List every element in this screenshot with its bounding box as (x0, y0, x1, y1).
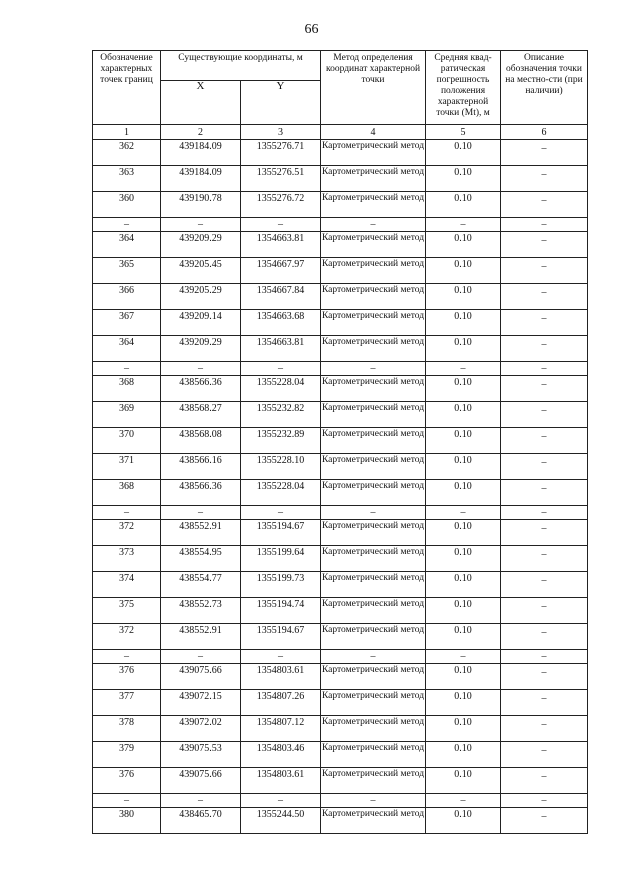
method-cell: Картометрический метод (321, 664, 426, 690)
x-coordinate-cell: 439190.78 (161, 192, 241, 218)
table-row (93, 598, 588, 624)
mt-cell: 0.10 (426, 192, 501, 218)
mt-cell: – (426, 362, 501, 376)
mt-cell: 0.10 (426, 742, 501, 768)
description-cell: – (501, 166, 588, 192)
mt-cell: 0.10 (426, 664, 501, 690)
y-coordinate-cell: 1355228.04 (241, 480, 321, 506)
point-id-cell: 376 (93, 768, 161, 794)
header-description: Описание обозначения точки на местно-сти (при наличии) (501, 51, 588, 125)
mt-cell: 0.10 (426, 402, 501, 428)
y-coordinate-cell: 1354807.12 (241, 716, 321, 742)
table-row (93, 742, 588, 768)
x-coordinate-cell: – (161, 506, 241, 520)
mt-cell: 0.10 (426, 572, 501, 598)
coordinates-table (92, 50, 588, 834)
description-cell: – (501, 192, 588, 218)
description-cell: – (501, 310, 588, 336)
header-y: Y (241, 81, 321, 125)
method-cell: Картометрический метод (321, 690, 426, 716)
method-cell: Картометрический метод (321, 808, 426, 834)
point-id-cell: 363 (93, 166, 161, 192)
x-coordinate-cell: 438568.08 (161, 428, 241, 454)
method-cell: – (321, 362, 426, 376)
y-coordinate-cell: 1354667.97 (241, 258, 321, 284)
table-row (93, 402, 588, 428)
y-coordinate-cell: 1354663.81 (241, 232, 321, 258)
y-coordinate-cell: 1355276.71 (241, 140, 321, 166)
point-id-cell: 368 (93, 480, 161, 506)
point-id-cell: 369 (93, 402, 161, 428)
x-coordinate-cell: – (161, 794, 241, 808)
x-coordinate-cell: – (161, 650, 241, 664)
y-coordinate-cell: 1354803.61 (241, 664, 321, 690)
x-coordinate-cell: 439209.29 (161, 336, 241, 362)
point-id-cell: – (93, 650, 161, 664)
method-cell: Картометрический метод (321, 258, 426, 284)
x-coordinate-cell: 439075.66 (161, 664, 241, 690)
table-row (93, 140, 588, 166)
y-coordinate-cell: – (241, 650, 321, 664)
y-coordinate-cell: – (241, 794, 321, 808)
column-number: 2 (161, 125, 241, 140)
separator-row (93, 794, 588, 808)
description-cell: – (501, 650, 588, 664)
description-cell: – (501, 598, 588, 624)
y-coordinate-cell: 1355194.74 (241, 598, 321, 624)
y-coordinate-cell: 1354803.46 (241, 742, 321, 768)
description-cell: – (501, 218, 588, 232)
y-coordinate-cell: 1355232.89 (241, 428, 321, 454)
description-cell: – (501, 664, 588, 690)
table-row (93, 336, 588, 362)
method-cell: – (321, 506, 426, 520)
mt-cell: 0.10 (426, 690, 501, 716)
table-row (93, 808, 588, 834)
point-id-cell: 366 (93, 284, 161, 310)
point-id-cell: 365 (93, 258, 161, 284)
table-row (93, 768, 588, 794)
x-coordinate-cell: 438566.36 (161, 480, 241, 506)
description-cell: – (501, 690, 588, 716)
y-coordinate-cell: 1354803.61 (241, 768, 321, 794)
column-number: 6 (501, 125, 588, 140)
point-id-cell: – (93, 218, 161, 232)
separator-row (93, 506, 588, 520)
separator-row (93, 362, 588, 376)
description-cell: – (501, 336, 588, 362)
point-id-cell: 373 (93, 546, 161, 572)
description-cell: – (501, 362, 588, 376)
x-coordinate-cell: 438465.70 (161, 808, 241, 834)
x-coordinate-cell: 438552.91 (161, 520, 241, 546)
description-cell: – (501, 624, 588, 650)
mt-cell: 0.10 (426, 624, 501, 650)
point-id-cell: 377 (93, 690, 161, 716)
mt-cell: 0.10 (426, 808, 501, 834)
mt-cell: – (426, 794, 501, 808)
x-coordinate-cell: – (161, 218, 241, 232)
mt-cell: 0.10 (426, 310, 501, 336)
description-cell: – (501, 506, 588, 520)
mt-cell: 0.10 (426, 716, 501, 742)
y-coordinate-cell: 1355199.73 (241, 572, 321, 598)
description-cell: – (501, 742, 588, 768)
y-coordinate-cell: 1355232.82 (241, 402, 321, 428)
mt-cell: 0.10 (426, 140, 501, 166)
x-coordinate-cell: 439184.09 (161, 166, 241, 192)
point-id-cell: – (93, 794, 161, 808)
description-cell: – (501, 768, 588, 794)
method-cell: Картометрический метод (321, 520, 426, 546)
table-row (93, 192, 588, 218)
column-numbers-row (93, 125, 588, 140)
mt-cell: – (426, 218, 501, 232)
y-coordinate-cell: – (241, 362, 321, 376)
point-id-cell: 375 (93, 598, 161, 624)
x-coordinate-cell: 439209.29 (161, 232, 241, 258)
method-cell: Картометрический метод (321, 624, 426, 650)
description-cell: – (501, 232, 588, 258)
method-cell: Картометрический метод (321, 166, 426, 192)
method-cell: – (321, 650, 426, 664)
method-cell: Картометрический метод (321, 716, 426, 742)
table-row (93, 376, 588, 402)
mt-cell: 0.10 (426, 336, 501, 362)
point-id-cell: 362 (93, 140, 161, 166)
separator-row (93, 650, 588, 664)
point-id-cell: 368 (93, 376, 161, 402)
x-coordinate-cell: 438566.36 (161, 376, 241, 402)
table-row (93, 428, 588, 454)
column-number: 4 (321, 125, 426, 140)
description-cell: – (501, 258, 588, 284)
point-id-cell: 372 (93, 624, 161, 650)
table-row (93, 624, 588, 650)
point-id-cell: – (93, 506, 161, 520)
x-coordinate-cell: 438554.95 (161, 546, 241, 572)
mt-cell: 0.10 (426, 546, 501, 572)
x-coordinate-cell: 439209.14 (161, 310, 241, 336)
description-cell: – (501, 402, 588, 428)
table-row (93, 690, 588, 716)
table-row (93, 232, 588, 258)
point-id-cell: 367 (93, 310, 161, 336)
y-coordinate-cell: 1355276.51 (241, 166, 321, 192)
table-row (93, 716, 588, 742)
table-row (93, 310, 588, 336)
method-cell: Картометрический метод (321, 192, 426, 218)
method-cell: Картометрический метод (321, 480, 426, 506)
header-coordinates: Существующие координаты, м (161, 51, 321, 81)
header-x: X (161, 81, 241, 125)
point-id-cell: 364 (93, 336, 161, 362)
method-cell: Картометрический метод (321, 598, 426, 624)
mt-cell: – (426, 506, 501, 520)
y-coordinate-cell: – (241, 506, 321, 520)
x-coordinate-cell: 439205.45 (161, 258, 241, 284)
method-cell: Картометрический метод (321, 572, 426, 598)
description-cell: – (501, 284, 588, 310)
point-id-cell: 360 (93, 192, 161, 218)
header-method: Метод определения координат характерной точки (321, 51, 426, 125)
x-coordinate-cell: 439184.09 (161, 140, 241, 166)
y-coordinate-cell: 1354663.68 (241, 310, 321, 336)
point-id-cell: 374 (93, 572, 161, 598)
separator-row (93, 218, 588, 232)
method-cell: Картометрический метод (321, 232, 426, 258)
x-coordinate-cell: 439075.66 (161, 768, 241, 794)
method-cell: – (321, 218, 426, 232)
y-coordinate-cell: 1354667.84 (241, 284, 321, 310)
x-coordinate-cell: 439075.53 (161, 742, 241, 768)
table-row (93, 284, 588, 310)
point-id-cell: – (93, 362, 161, 376)
column-number: 3 (241, 125, 321, 140)
method-cell: Картометрический метод (321, 140, 426, 166)
description-cell: – (501, 794, 588, 808)
mt-cell: 0.10 (426, 598, 501, 624)
mt-cell: 0.10 (426, 258, 501, 284)
y-coordinate-cell: 1354807.26 (241, 690, 321, 716)
header-designation: Обозначение характерных точек границ (93, 51, 161, 125)
description-cell: – (501, 140, 588, 166)
mt-cell: 0.10 (426, 428, 501, 454)
x-coordinate-cell: – (161, 362, 241, 376)
header-mt: Средняя квад-ратическая погрешность положения характерной точки (Mt), м (426, 51, 501, 125)
table-row (93, 480, 588, 506)
point-id-cell: 376 (93, 664, 161, 690)
description-cell: – (501, 572, 588, 598)
point-id-cell: 380 (93, 808, 161, 834)
description-cell: – (501, 376, 588, 402)
y-coordinate-cell: 1355194.67 (241, 520, 321, 546)
point-id-cell: 364 (93, 232, 161, 258)
y-coordinate-cell: 1355199.64 (241, 546, 321, 572)
x-coordinate-cell: 439072.15 (161, 690, 241, 716)
mt-cell: 0.10 (426, 232, 501, 258)
table-row (93, 546, 588, 572)
x-coordinate-cell: 438554.77 (161, 572, 241, 598)
description-cell: – (501, 716, 588, 742)
method-cell: Картометрический метод (321, 428, 426, 454)
point-id-cell: 379 (93, 742, 161, 768)
y-coordinate-cell: 1355228.10 (241, 454, 321, 480)
mt-cell: 0.10 (426, 520, 501, 546)
y-coordinate-cell: 1355276.72 (241, 192, 321, 218)
mt-cell: 0.10 (426, 284, 501, 310)
table-row (93, 664, 588, 690)
y-coordinate-cell: 1355244.50 (241, 808, 321, 834)
description-cell: – (501, 808, 588, 834)
method-cell: Картометрический метод (321, 402, 426, 428)
mt-cell: 0.10 (426, 480, 501, 506)
table-row (93, 166, 588, 192)
description-cell: – (501, 428, 588, 454)
point-id-cell: 378 (93, 716, 161, 742)
mt-cell: 0.10 (426, 454, 501, 480)
method-cell: Картометрический метод (321, 768, 426, 794)
x-coordinate-cell: 438568.27 (161, 402, 241, 428)
method-cell: – (321, 794, 426, 808)
method-cell: Картометрический метод (321, 376, 426, 402)
method-cell: Картометрический метод (321, 310, 426, 336)
method-cell: Картометрический метод (321, 546, 426, 572)
y-coordinate-cell: – (241, 218, 321, 232)
x-coordinate-cell: 439205.29 (161, 284, 241, 310)
method-cell: Картометрический метод (321, 336, 426, 362)
description-cell: – (501, 546, 588, 572)
mt-cell: 0.10 (426, 376, 501, 402)
x-coordinate-cell: 439072.02 (161, 716, 241, 742)
x-coordinate-cell: 438552.91 (161, 624, 241, 650)
description-cell: – (501, 454, 588, 480)
y-coordinate-cell: 1355228.04 (241, 376, 321, 402)
column-number: 1 (93, 125, 161, 140)
point-id-cell: 372 (93, 520, 161, 546)
description-cell: – (501, 480, 588, 506)
table-row (93, 520, 588, 546)
page-number: 66 (304, 22, 319, 37)
table-row (93, 572, 588, 598)
mt-cell: 0.10 (426, 166, 501, 192)
x-coordinate-cell: 438566.16 (161, 454, 241, 480)
method-cell: Картометрический метод (321, 742, 426, 768)
y-coordinate-cell: 1355194.67 (241, 624, 321, 650)
table-row (93, 258, 588, 284)
point-id-cell: 371 (93, 454, 161, 480)
method-cell: Картометрический метод (321, 454, 426, 480)
x-coordinate-cell: 438552.73 (161, 598, 241, 624)
mt-cell: 0.10 (426, 768, 501, 794)
mt-cell: – (426, 650, 501, 664)
column-number: 5 (426, 125, 501, 140)
method-cell: Картометрический метод (321, 284, 426, 310)
y-coordinate-cell: 1354663.81 (241, 336, 321, 362)
point-id-cell: 370 (93, 428, 161, 454)
description-cell: – (501, 520, 588, 546)
table-row (93, 454, 588, 480)
